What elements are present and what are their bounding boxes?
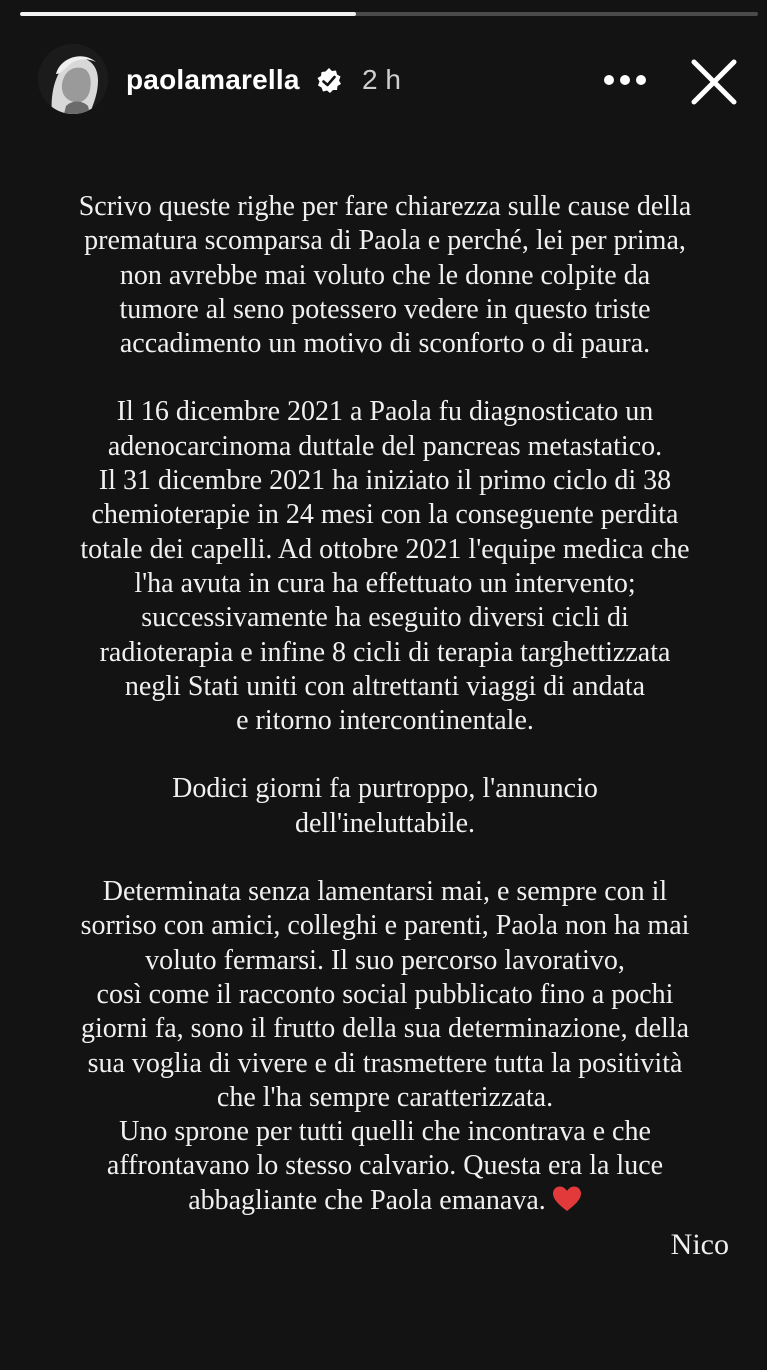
story-text <box>40 190 730 1252</box>
story-line: Scrivo queste righe per fare chiarezza sulle cause della <box>78 191 692 222</box>
story-progress-fill <box>20 12 356 16</box>
story-paragraph <box>40 772 730 841</box>
story-line: Dodici giorni fa purtroppo, l'annuncio <box>172 773 598 805</box>
story-line: chemioterapie in 24 mesi con la conseguente perdita <box>91 499 679 531</box>
avatar-photo <box>38 44 108 114</box>
story-line: prematura scomparsa di Paola e perché, lei per prima, <box>84 225 686 257</box>
story-line: successivamente ha eseguito diversi cicli di <box>141 602 629 634</box>
story-line: sua voglia di vivere e di trasmettere tutta la positività <box>87 1047 683 1079</box>
story-line: Il 16 dicembre 2021 a Paola fu diagnosticato un <box>116 396 654 428</box>
story-line: negli Stati uniti con altrettanti viaggi di andata <box>124 670 646 702</box>
signature: Nico <box>670 1228 729 1261</box>
more-options-icon[interactable] <box>600 60 650 100</box>
story-line: Determinata senza lamentarsi mai, e sempre con il <box>102 876 668 908</box>
story-line: che l'ha sempre caratterizzata. <box>216 1081 554 1113</box>
story-line: dell'ineluttabile. <box>295 807 475 839</box>
verified-badge-icon <box>315 67 343 95</box>
story-line: affrontavano lo stesso calvario. Questa era la luce <box>106 1150 664 1182</box>
story-paragraph <box>40 875 730 1218</box>
story-paragraph <box>40 190 730 361</box>
story-line: Uno sprone per tutti quelli che incontrava e che <box>119 1116 651 1148</box>
story-line: sorriso con amici, colleghi e parenti, Paola non ha mai <box>80 910 690 942</box>
story-line: totale dei capelli. Ad ottobre 2021 l'equipe medica che <box>80 533 690 565</box>
story-line: radioterapia e infine 8 cicli di terapia targhettizzata <box>99 636 671 668</box>
story-line: voluto fermarsi. Il suo percorso lavorativo, <box>145 944 625 976</box>
story-line: accadimento un motivo di sconforto o di paura. <box>119 328 651 360</box>
story-line: giorni fa, sono il frutto della sua determinazione, della <box>80 1013 690 1045</box>
story-line: Il 31 dicembre 2021 ha iniziato il primo ciclo di 38 <box>98 465 672 497</box>
red-heart-icon <box>552 1185 582 1213</box>
post-time: 2 h <box>362 64 401 95</box>
story-line: abbagliante che Paola emanava. <box>40 1184 730 1218</box>
story-line: l'ha avuta in cura ha effettuato un intervento; <box>134 567 636 599</box>
story-line: tumore al seno potessero vedere in questo triste <box>119 293 651 325</box>
story-line: così come il racconto social pubblicato fino a pochi <box>96 978 674 1010</box>
close-icon[interactable] <box>688 56 740 108</box>
story-line: adenocarcinoma duttale del pancreas metastatico. <box>107 430 663 462</box>
story-line: non avrebbe mai voluto che le donne colpite da <box>119 259 651 291</box>
story-header <box>0 40 767 120</box>
username[interactable]: paolamarella <box>126 64 300 95</box>
story-paragraph <box>40 395 730 738</box>
avatar[interactable] <box>38 44 108 114</box>
story-progress-bar <box>20 12 758 16</box>
story-line: e ritorno intercontinentale. <box>236 705 534 737</box>
